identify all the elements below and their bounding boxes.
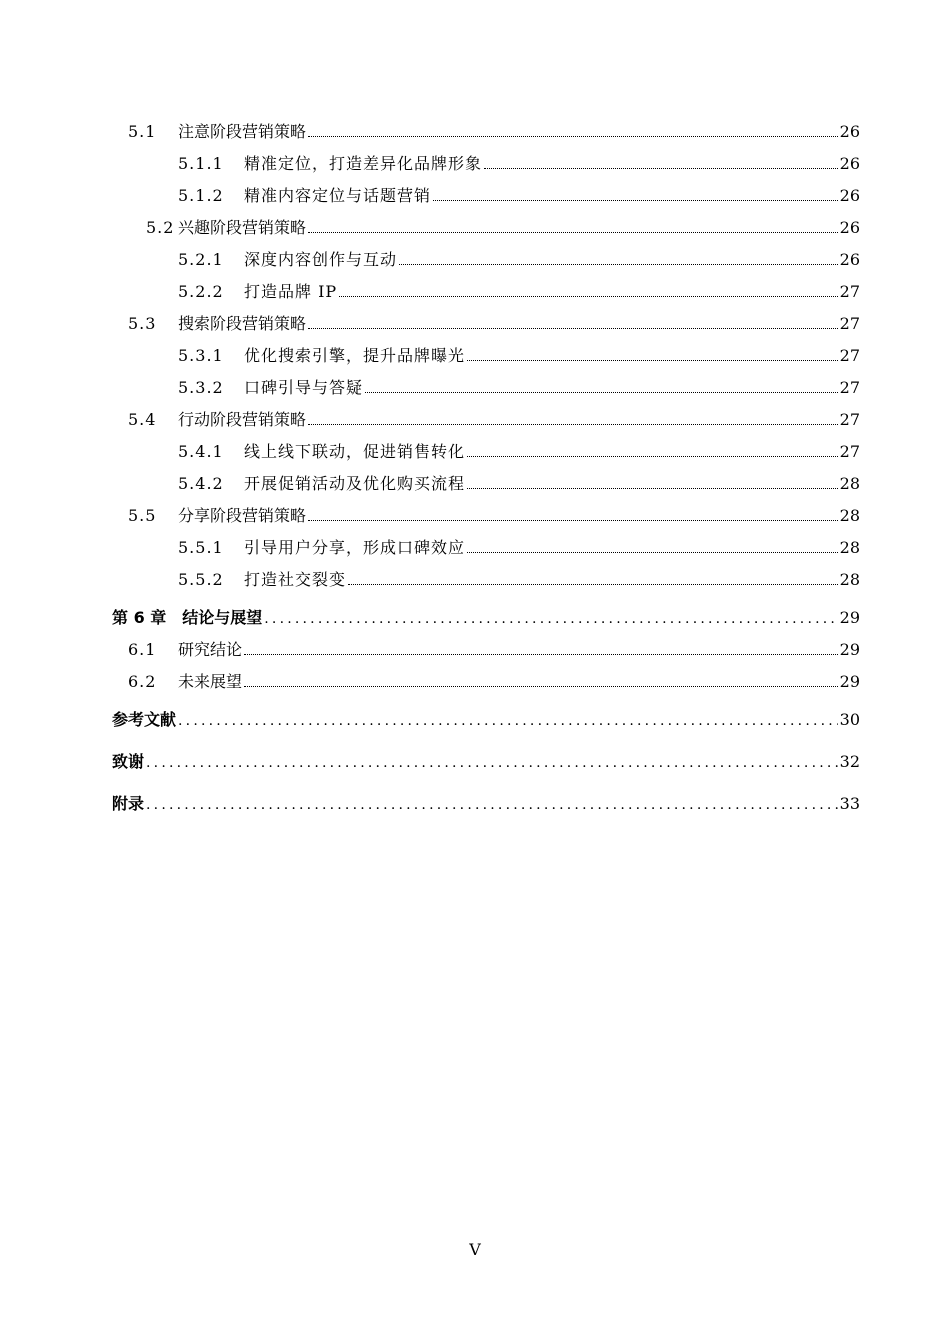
toc-chapter-entry[interactable]: [112, 602, 860, 634]
toc-entry[interactable]: [112, 212, 860, 244]
toc-entry-page: 29: [839, 608, 860, 627]
toc-entry-page: 27: [839, 442, 860, 461]
toc-entry-title: 打造品牌 IP: [244, 282, 338, 301]
toc-entry-page: 27: [839, 410, 860, 429]
toc-entry-page: 26: [839, 154, 860, 173]
toc-entry[interactable]: [112, 404, 860, 436]
toc-entry-title: 优化搜索引擎，提升品牌曝光: [244, 346, 466, 365]
toc-entry-page: 33: [839, 794, 860, 813]
toc-entry-title: 搜索阶段营销策略: [178, 314, 307, 333]
dot-leader: [146, 747, 838, 779]
toc-entry[interactable]: [112, 436, 860, 468]
page-number: V: [469, 1240, 481, 1259]
toc-entry-title: 行动阶段营销策略: [178, 410, 307, 429]
dot-leader: [348, 584, 838, 585]
toc-entry[interactable]: [112, 564, 860, 596]
toc-entry-number: 5.5: [128, 506, 157, 525]
toc-entry-page: 29: [839, 640, 860, 659]
dot-leader: [308, 424, 838, 425]
dot-leader: [433, 200, 838, 201]
toc-entry-title: 未来展望: [178, 672, 243, 691]
toc-entry-number: 5.4.2: [178, 474, 224, 493]
toc-entry-number: 6.1: [128, 640, 157, 659]
toc-chapter-entry[interactable]: [112, 704, 860, 736]
dot-leader: [308, 136, 838, 137]
toc-entry-number: 5.2.2: [178, 282, 224, 301]
toc-entry-page: 27: [839, 282, 860, 301]
toc-entry-number: 5.1.1: [178, 154, 224, 173]
toc-chapter-title: 参考文献: [112, 710, 177, 729]
dot-leader: [244, 654, 838, 655]
toc-entry-page: 27: [839, 346, 860, 365]
toc-entry[interactable]: [112, 276, 860, 308]
toc-entry-title: 注意阶段营销策略: [178, 122, 307, 141]
toc-entry[interactable]: [112, 148, 860, 180]
dot-leader: [146, 789, 838, 821]
toc-entry-page: 26: [839, 218, 860, 237]
toc-entry-page: 27: [839, 378, 860, 397]
toc-entry-page: 26: [839, 250, 860, 269]
toc-entry-page: 28: [839, 506, 860, 525]
toc-entry[interactable]: [112, 180, 860, 212]
toc-entry[interactable]: [112, 468, 860, 500]
table-of-contents: [112, 116, 860, 820]
toc-entry-title: 兴趣阶段营销策略: [178, 218, 307, 237]
toc-entry[interactable]: [112, 244, 860, 276]
dot-leader: [308, 520, 838, 521]
toc-entry-page: 29: [839, 672, 860, 691]
dot-leader: [244, 686, 838, 687]
toc-chapter-title: 附录: [112, 794, 145, 813]
toc-entry-title: 引导用户分享，形成口碑效应: [244, 538, 466, 557]
toc-entry[interactable]: [112, 372, 860, 404]
dot-leader: [467, 552, 838, 553]
toc-entry[interactable]: [112, 340, 860, 372]
toc-entry[interactable]: [112, 532, 860, 564]
dot-leader: [399, 264, 838, 265]
toc-entry[interactable]: [112, 634, 860, 666]
toc-entry[interactable]: [112, 666, 860, 698]
toc-chapter-title: 致谢: [112, 752, 145, 771]
dot-leader: [308, 232, 838, 233]
toc-entry-page: 30: [839, 710, 860, 729]
toc-entry-number: 5.4.1: [178, 442, 224, 461]
dot-leader: [308, 328, 838, 329]
dot-leader: [339, 296, 837, 297]
toc-entry-number: 5.4: [128, 410, 157, 429]
toc-entry-number: 5.5.2: [178, 570, 224, 589]
toc-entry[interactable]: [112, 500, 860, 532]
dot-leader: [467, 456, 838, 457]
toc-entry-page: 26: [839, 122, 860, 141]
toc-entry-number: 5.3: [128, 314, 157, 333]
dot-leader: [467, 488, 838, 489]
toc-entry-title: 研究结论: [178, 640, 243, 659]
dot-leader: [484, 168, 838, 169]
toc-entry-title: 线上线下联动，促进销售转化: [244, 442, 466, 461]
toc-entry-title: 精准定位，打造差异化品牌形象: [244, 154, 483, 173]
toc-entry-number: 5.3.1: [178, 346, 224, 365]
toc-entry-title: 精准内容定位与话题营销: [244, 186, 432, 205]
toc-entry-number: 5.2: [146, 218, 175, 237]
toc-entry-number: 6.2: [128, 672, 157, 691]
toc-entry-title: 口碑引导与答疑: [244, 378, 364, 397]
toc-entry-page: 32: [839, 752, 860, 771]
toc-entry-number: 5.5.1: [178, 538, 224, 557]
toc-entry-title: 分享阶段营销策略: [178, 506, 307, 525]
toc-entry-title: 打造社交裂变: [244, 570, 347, 589]
toc-entry-title: 深度内容创作与互动: [244, 250, 398, 269]
toc-entry[interactable]: [112, 308, 860, 340]
toc-entry-title: 开展促销活动及优化购买流程: [244, 474, 466, 493]
dot-leader: [178, 705, 838, 737]
toc-entry-page: 28: [839, 570, 860, 589]
toc-entry[interactable]: [112, 116, 860, 148]
toc-entry-page: 26: [839, 186, 860, 205]
toc-entry-number: 5.2.1: [178, 250, 224, 269]
toc-chapter-entry[interactable]: [112, 788, 860, 820]
toc-entry-number: 5.1.2: [178, 186, 224, 205]
toc-entry-page: 27: [839, 314, 860, 333]
dot-leader: [264, 603, 837, 635]
toc-chapter-title: 第 6 章 结论与展望: [112, 608, 263, 627]
dot-leader: [467, 360, 838, 361]
toc-entry-page: 28: [839, 474, 860, 493]
toc-chapter-entry[interactable]: [112, 746, 860, 778]
dot-leader: [365, 392, 838, 393]
toc-entry-number: 5.3.2: [178, 378, 224, 397]
toc-entry-number: 5.1: [128, 122, 157, 141]
toc-entry-page: 28: [839, 538, 860, 557]
